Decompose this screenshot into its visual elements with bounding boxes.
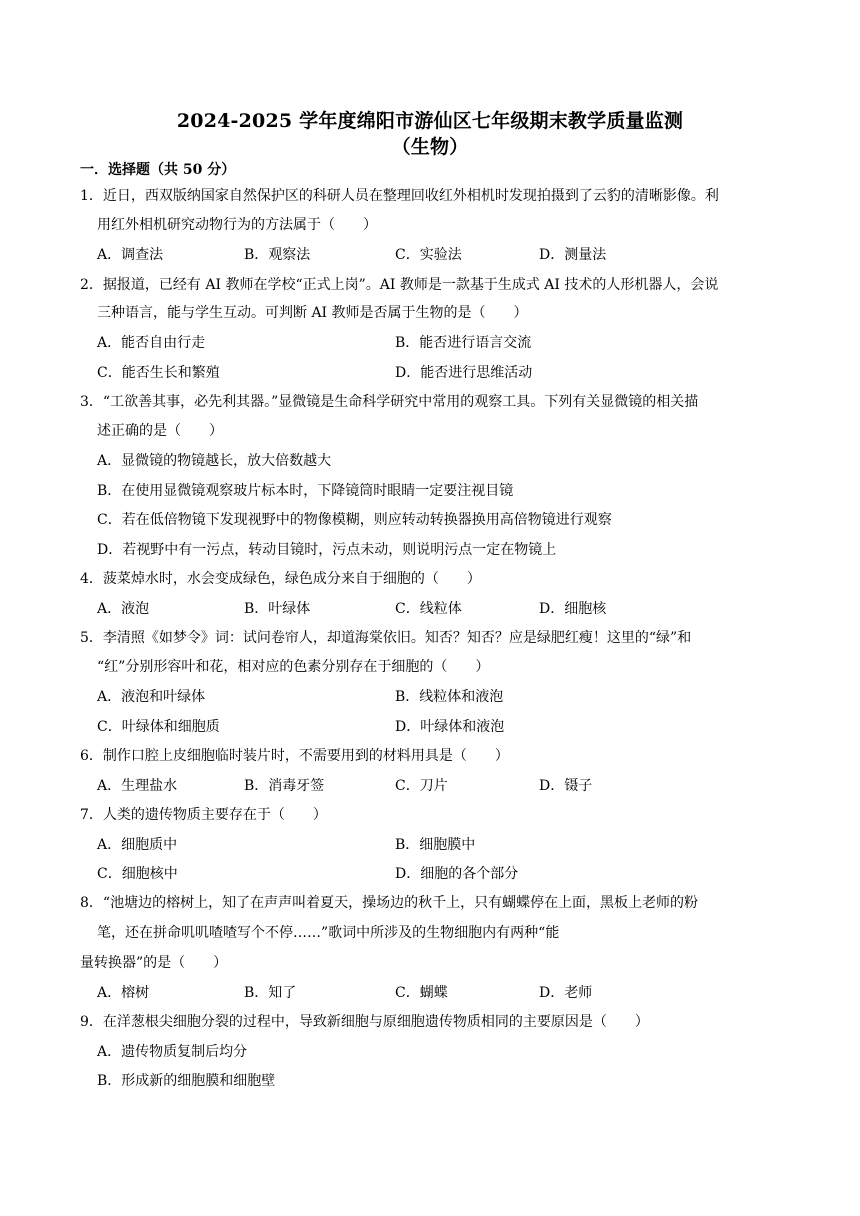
q4-option-a: A．液泡 [97,601,150,617]
q1-option-d: D．测量法 [539,247,607,263]
question-2-line-1: 2．据报道，已经有 AI 教师在学校“正式上岗”。AI 教师是一款基于生成式 AI 技术的人形机器人，会说 [80,277,719,293]
q6-option-b: B．消毒牙签 [244,778,325,794]
q4-option-b: B．叶绿体 [244,601,311,617]
q6-option-c: C．刀片 [395,778,448,794]
q1-option-b: B．观察法 [244,247,311,263]
section-heading: 一．选择题（共 50 分） [80,162,236,178]
q7-option-c: C．细胞核中 [97,866,178,882]
q2-option-d: D．能否进行思维活动 [395,365,533,381]
q6-option-a: A．生理盐水 [97,778,178,794]
question-1-line-1: 1．近日，西双版纳国家自然保护区的科研人员在整理回收红外相机时发现拍摄到了云豹的清晰影像。利 [80,188,719,204]
q7-option-d: D．细胞的各个部分 [395,866,519,882]
q2-option-a: A．能否自由行走 [97,335,206,351]
q7-option-a: A．细胞质中 [97,837,178,853]
q2-option-c: C．能否生长和繁殖 [97,365,220,381]
question-6-line-1: 6．制作口腔上皮细胞临时装片时，不需要用到的材料用具是（ ） [80,748,509,764]
question-9-line-1: 9．在洋葱根尖细胞分裂的过程中，导致新细胞与原细胞遗传物质相同的主要原因是（ ） [80,1014,649,1030]
q3-option-c: C．若在低倍物镜下发现视野中的物像模糊，则应转动转换器换用高倍物镜进行观察 [97,512,612,528]
question-4-line-1: 4．菠菜焯水时，水会变成绿色，绿色成分来自于细胞的（ ） [80,571,481,587]
q9-option-b: B．形成新的细胞膜和细胞壁 [97,1073,276,1089]
q5-option-a: A．液泡和叶绿体 [97,689,206,705]
question-2-line-2: 三种语言，能与学生互动。可判断 AI 教师是否属于生物的是（ ） [97,305,528,321]
q5-option-c: C．叶绿体和细胞质 [97,719,220,735]
q5-option-b: B．线粒体和液泡 [395,689,504,705]
q6-option-d: D．镊子 [539,778,593,794]
exam-title: 2024-2025 学年度绵阳市游仙区七年级期末教学质量监测 [176,110,684,132]
exam-subtitle: （生物） [391,136,469,158]
q3-option-d: D．若视野中有一污点，转动目镜时，污点未动，则说明污点一定在物镜上 [97,542,557,558]
q8-option-c: C．蝴蝶 [395,985,448,1001]
question-1-line-2: 用红外相机研究动物行为的方法属于（ ） [97,217,377,233]
question-8-line-1: 8．“池塘边的榕树上，知了在声声叫着夏天，操场边的秋千上，只有蝴蝶停在上面，黑板上老师的粉 [80,895,699,911]
q8-option-b: B．知了 [244,985,297,1001]
q3-option-b: B．在使用显微镜观察玻片标本时，下降镜筒时眼睛一定要注视目镜 [97,483,514,499]
q8-option-a: A．榕树 [97,985,150,1001]
q5-option-d: D．叶绿体和液泡 [395,719,505,735]
q8-option-d: D．老师 [539,985,593,1001]
q1-option-a: A．调查法 [97,247,164,263]
question-5-line-2: “红”分别形容叶和花，相对应的色素分别存在于细胞的（ ） [97,659,490,675]
q4-option-d: D．细胞核 [539,601,607,617]
question-5-line-1: 5．李清照《如梦令》词：试问卷帘人，却道海棠依旧。知否？知否？应是绿肥红瘦！这里的“绿”和 [80,630,692,646]
question-8-line-3: 量转换器”的是（ ） [80,955,228,971]
q3-option-a: A．显微镜的物镜越长，放大倍数越大 [97,453,332,469]
q4-option-c: C．线粒体 [395,601,462,617]
question-8-line-2: 笔，还在拼命叽叽喳喳写个不停……”歌词中所涉及的生物细胞内有两种“能 [97,925,560,941]
q2-option-b: B．能否进行语言交流 [395,335,532,351]
question-7-line-1: 7．人类的遗传物质主要存在于（ ） [80,807,327,823]
q9-option-a: A．遗传物质复制后均分 [97,1044,248,1060]
question-3-line-1: 3．“工欲善其事，必先利其器。”显微镜是生命科学研究中常用的观察工具。下列有关显微镜的相关描 [80,394,699,410]
q7-option-b: B．细胞膜中 [395,837,476,853]
question-3-line-2: 述正确的是（ ） [97,423,223,439]
q1-option-c: C．实验法 [395,247,462,263]
